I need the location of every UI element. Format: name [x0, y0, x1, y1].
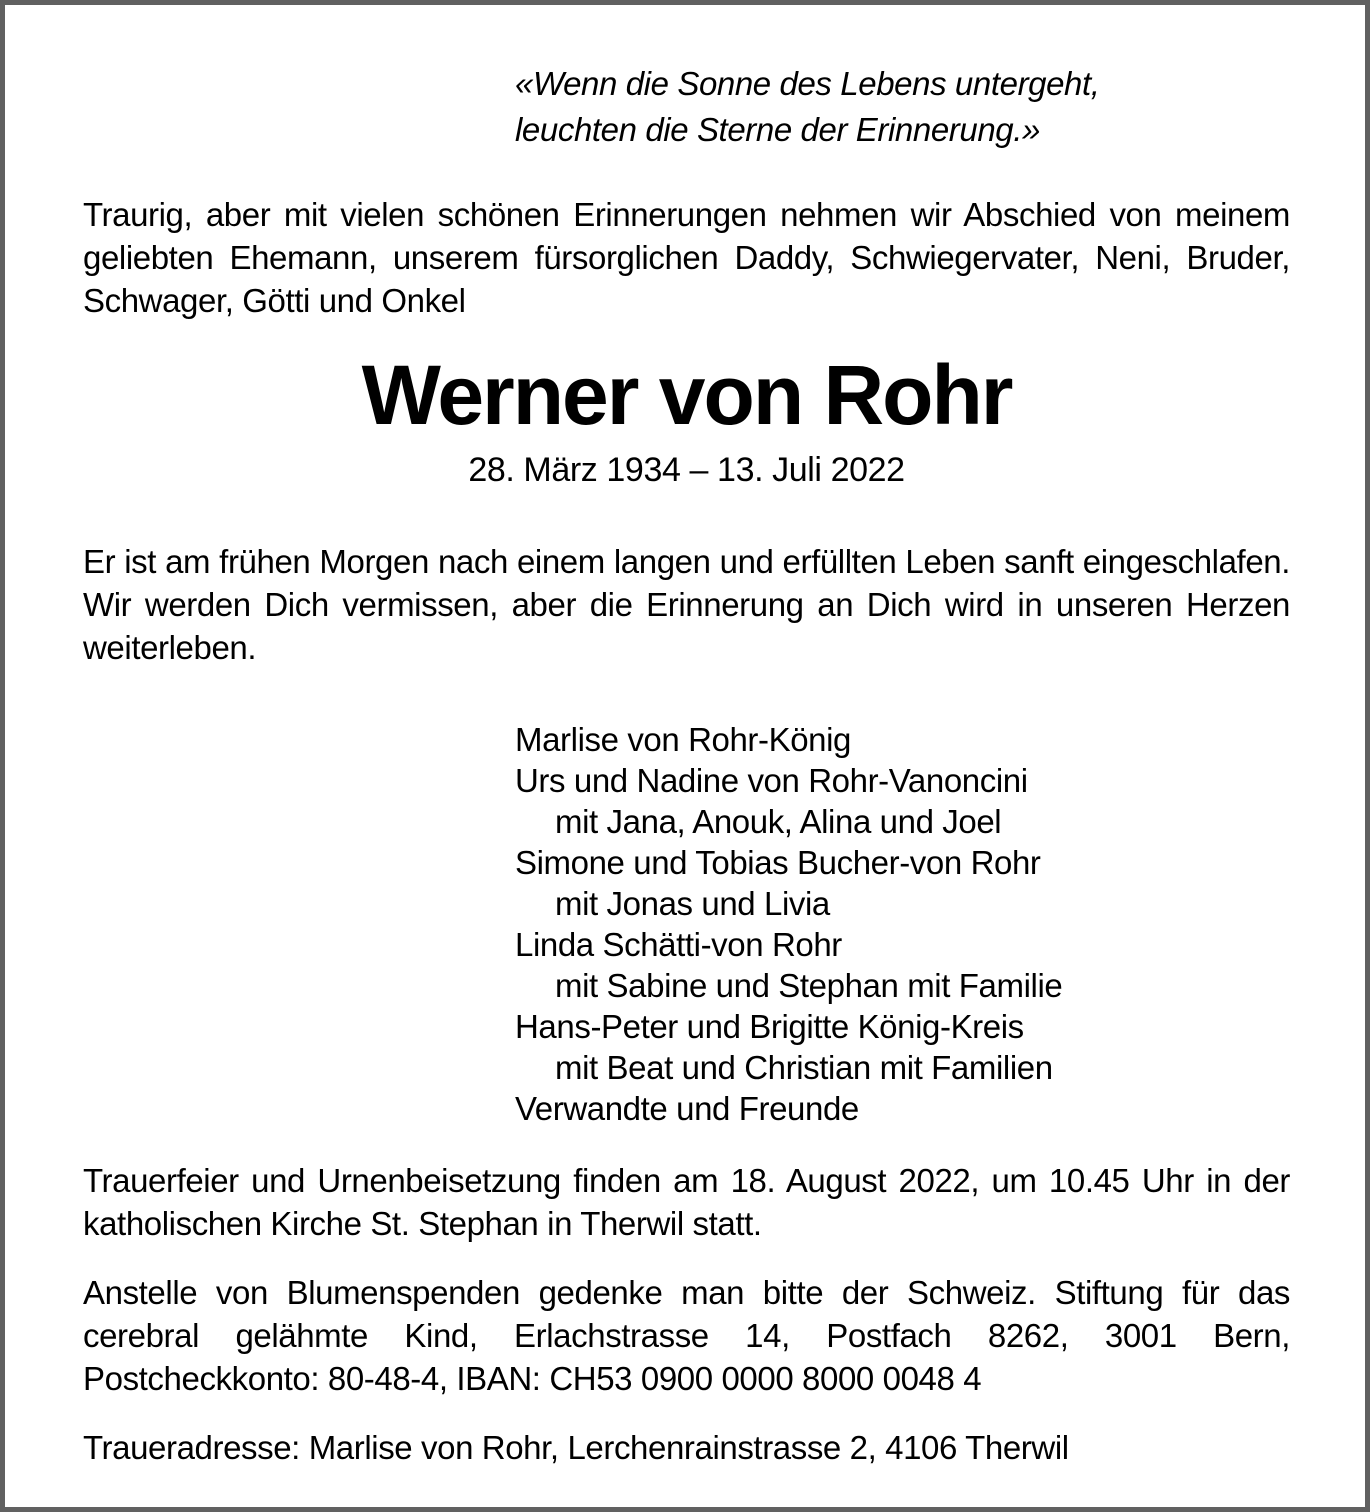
farewell-message: Er ist am frühen Morgen nach einem langen und erfüllten Leben sanft eingeschlafen. Wir werden Dich vermissen, aber die Erinnerung an Dich wird in unseren Herzen weiterleben.: [83, 543, 1290, 666]
intro-paragraph: Traurig, aber mit vielen schönen Erinnerungen nehmen wir Abschied von meinem geliebten Ehemann, unserem fürsorglichen Daddy, Schwiegervater, Neni, Bruder, Schwager, Götti und Onkel: [83, 196, 1290, 319]
epigraph-quote: «Wenn die Sonne des Lebens untergeht, leuchten die Sterne der Erinnerung.»: [515, 65, 1100, 148]
mourning-address: Traueradresse: Marlise von Rohr, Lerchenrainstrasse 2, 4106 Therwil: [83, 1429, 1069, 1466]
mourner-line: Simone und Tobias Bucher-von Rohr: [515, 844, 1041, 881]
mourner-line: mit Jonas und Livia: [555, 885, 830, 922]
mourner-line: mit Jana, Anouk, Alina und Joel: [555, 803, 1002, 840]
life-dates: 28. März 1934 – 13. Juli 2022: [468, 451, 905, 489]
mourners-list: [515, 719, 1290, 1129]
mourner-line: Hans-Peter und Brigitte König-Kreis: [515, 1008, 1024, 1045]
deceased-name: Werner von Rohr: [361, 348, 1012, 442]
mourner-line: Verwandte und Freunde: [515, 1090, 859, 1127]
mourner-line: mit Beat und Christian mit Familien: [555, 1049, 1053, 1086]
mourner-line: Linda Schätti-von Rohr: [515, 926, 842, 963]
mourner-line: mit Sabine und Stephan mit Familie: [555, 967, 1063, 1004]
mourner-line: Urs und Nadine von Rohr-Vanoncini: [515, 762, 1028, 799]
donation-info: Anstelle von Blumenspenden gedenke man bitte der Schweiz. Stiftung für das cerebral gelähmte Kind, Erlachstrasse 14, Postfach 8262, 3001 Bern, Postcheckkonto: 80-48-4, IBAN: CH53 0900 0000 8000 0048 4: [83, 1274, 1290, 1397]
service-announcement: Trauerfeier und Urnenbeisetzung finden am 18. August 2022, um 10.45 Uhr in der katholischen Kirche St. Stephan in Therwil statt.: [83, 1162, 1290, 1242]
mourner-line: Marlise von Rohr-König: [515, 721, 852, 758]
